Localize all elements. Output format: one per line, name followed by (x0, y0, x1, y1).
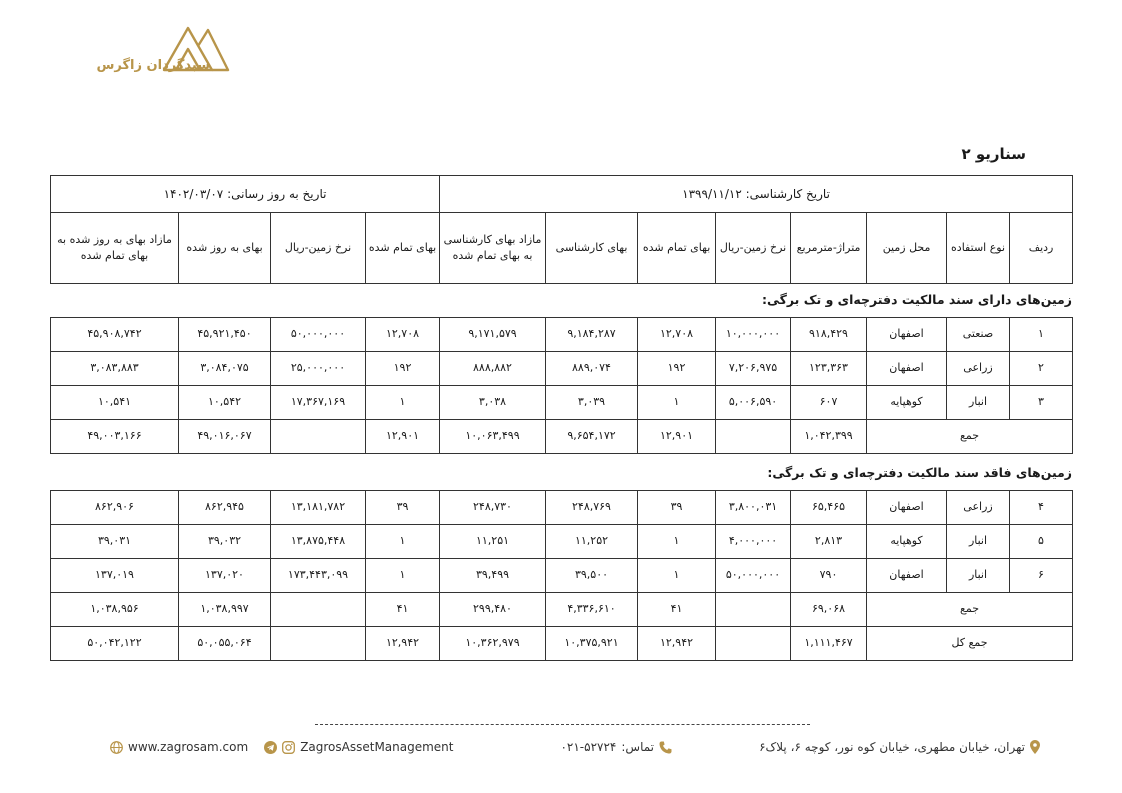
cell: اصفهان (867, 318, 947, 352)
table-row (51, 491, 1073, 525)
cell: ۱۱,۲۵۲ (546, 525, 638, 559)
cell: ۳۹ (638, 491, 716, 525)
cell: ۶۵,۴۶۵ (791, 491, 867, 525)
cell: ۱۷۳,۴۴۳,۰۹۹ (271, 559, 366, 593)
table-row (51, 318, 1073, 352)
cell: ۱۲,۹۴۲ (366, 627, 440, 661)
cell: ۱۲۳,۳۶۳ (791, 352, 867, 386)
cell: ۱۲,۹۰۱ (366, 420, 440, 454)
cell: ۱ (638, 559, 716, 593)
cell (271, 420, 366, 454)
cell: ۸۸۹,۰۷۴ (546, 352, 638, 386)
cell: ۱۳۷,۰۱۹ (51, 559, 179, 593)
phone-number[interactable]: ۰۲۱-۵۲۷۲۴ (560, 740, 617, 754)
brand-name: سبدگردان زاگرس (96, 58, 210, 73)
cell: ۲۹۹,۴۸۰ (440, 593, 546, 627)
cell: ۵۰,۰۰۰,۰۰۰ (271, 318, 366, 352)
cell: ۲,۸۱۳ (791, 525, 867, 559)
footer-address (759, 740, 1040, 754)
col-header: بهای تمام شده (366, 213, 440, 284)
cell: ۳۹,۰۳۲ (179, 525, 271, 559)
cell: ۱۰,۳۶۲,۹۷۹ (440, 627, 546, 661)
cell (716, 420, 791, 454)
cell (271, 593, 366, 627)
cell: ۴۵,۹۲۱,۴۵۰ (179, 318, 271, 352)
col-header: بهای تمام شده (638, 213, 716, 284)
cell: ۵,۰۰۶,۵۹۰ (716, 386, 791, 420)
cell: ۱,۰۳۸,۹۹۷ (179, 593, 271, 627)
cell: ۳۹,۴۹۹ (440, 559, 546, 593)
section-title: زمین‌های دارای سند مالکیت دفترچه‌ای و تک برگی: (761, 292, 1072, 307)
cell: ۱۰,۵۴۱ (51, 386, 179, 420)
cell: ۳۹ (366, 491, 440, 525)
cell: ۱,۱۱۱,۴۶۷ (791, 627, 867, 661)
total-label: جمع (867, 420, 1073, 454)
cell: ۷,۲۰۶,۹۷۵ (716, 352, 791, 386)
cell: ۳,۰۳۸ (440, 386, 546, 420)
cell: ۱۳,۸۷۵,۴۴۸ (271, 525, 366, 559)
address-text: تهران، خیابان مطهری، خیابان کوه نور، کوچه ۶، پلاک۶ (759, 740, 1025, 754)
cell (716, 593, 791, 627)
cell: ۵۰,۰۴۲,۱۲۲ (51, 627, 179, 661)
cell (716, 627, 791, 661)
total-row (51, 593, 1073, 627)
cell: ۲۵,۰۰۰,۰۰۰ (271, 352, 366, 386)
table-row (51, 386, 1073, 420)
cell: ۴۵,۹۰۸,۷۴۲ (51, 318, 179, 352)
grand-total-label: جمع کل (867, 627, 1073, 661)
cell: ۴,۳۳۶,۶۱۰ (546, 593, 638, 627)
cell: ۱۲,۹۴۲ (638, 627, 716, 661)
cell: ۴۹,۰۰۳,۱۶۶ (51, 420, 179, 454)
cell: ۳,۰۸۴,۰۷۵ (179, 352, 271, 386)
col-header: مازاد بهای به روز شده به بهای تمام شده (51, 213, 179, 284)
section2-table (50, 490, 1073, 661)
header-table (50, 175, 1073, 284)
cell: انبار (947, 386, 1010, 420)
cell: ۱۰,۰۶۳,۴۹۹ (440, 420, 546, 454)
cell: ۱ (638, 386, 716, 420)
cell: ۳,۰۳۹ (546, 386, 638, 420)
col-header: ردیف (1010, 213, 1073, 284)
col-header: نرخ زمین-ریال (716, 213, 791, 284)
cell: ۶۹,۰۶۸ (791, 593, 867, 627)
telegram-icon[interactable] (264, 741, 277, 754)
cell: ۸۶۲,۹۴۵ (179, 491, 271, 525)
cell: ۲۴۸,۷۶۹ (546, 491, 638, 525)
cell: انبار (947, 559, 1010, 593)
cell: ۱۰,۳۷۵,۹۲۱ (546, 627, 638, 661)
cell: کوهپایه (867, 386, 947, 420)
section1-table (50, 317, 1073, 454)
phone-icon (659, 741, 672, 754)
location-pin-icon (1030, 740, 1040, 754)
cell: ۱۲,۷۰۸ (366, 318, 440, 352)
cell: ۳,۰۸۳,۸۸۳ (51, 352, 179, 386)
cell: ۱,۰۴۲,۳۹۹ (791, 420, 867, 454)
col-header: نرخ زمین-ریال (271, 213, 366, 284)
cell: ۸۸۸,۸۸۲ (440, 352, 546, 386)
cell: ۱۷,۳۶۷,۱۶۹ (271, 386, 366, 420)
cell: ۱۱,۲۵۱ (440, 525, 546, 559)
footer-phone (560, 740, 672, 754)
col-header: بهای به روز شده (179, 213, 271, 284)
cell: ۱۹۲ (366, 352, 440, 386)
cell: ۹,۱۷۱,۵۷۹ (440, 318, 546, 352)
col-header: متراژ-مترمربع (791, 213, 867, 284)
cell: ۱ (366, 525, 440, 559)
cell: ۱ (366, 559, 440, 593)
table-row (51, 352, 1073, 386)
cell: ۵ (1010, 525, 1073, 559)
instagram-icon[interactable] (282, 741, 295, 754)
cell: اصفهان (867, 491, 947, 525)
cell: ۵۰,۰۵۵,۰۶۴ (179, 627, 271, 661)
table-row (51, 525, 1073, 559)
footer-divider (315, 724, 810, 725)
cell: ۳ (1010, 386, 1073, 420)
brand-logo (96, 18, 232, 78)
cell: ۳,۸۰۰,۰۳۱ (716, 491, 791, 525)
cell: ۶ (1010, 559, 1073, 593)
cell: ۸۶۲,۹۰۶ (51, 491, 179, 525)
cell: ۱ (366, 386, 440, 420)
section-title: زمین‌های فاقد سند مالکیت دفترچه‌ای و تک برگی: (767, 465, 1072, 480)
cell: اصفهان (867, 352, 947, 386)
cell: ۱ (638, 525, 716, 559)
cell: زراعی (947, 352, 1010, 386)
table-row (51, 559, 1073, 593)
cell: ۹,۶۵۴,۱۷۲ (546, 420, 638, 454)
cell: ۳۹,۵۰۰ (546, 559, 638, 593)
grand-total-row (51, 627, 1073, 661)
cell: انبار (947, 525, 1010, 559)
cell: ۲۴۸,۷۳۰ (440, 491, 546, 525)
cell: ۴۹,۰۱۶,۰۶۷ (179, 420, 271, 454)
update-date: تاریخ به روز رسانی: ۱۴۰۲/۰۳/۰۷ (51, 176, 440, 213)
website-link[interactable]: www.zagrosam.com (128, 740, 249, 754)
cell: ۱۹۲ (638, 352, 716, 386)
col-header: محل زمین (867, 213, 947, 284)
cell: ۱۳۷,۰۲۰ (179, 559, 271, 593)
cell: اصفهان (867, 559, 947, 593)
phone-label: تماس: (621, 740, 654, 754)
cell: ۶۰۷ (791, 386, 867, 420)
cell (271, 627, 366, 661)
footer-web (110, 740, 454, 754)
cell: ۴۱ (366, 593, 440, 627)
col-header: بهای کارشناسی (546, 213, 638, 284)
cell: ۱۳,۱۸۱,۷۸۲ (271, 491, 366, 525)
cell: ۱,۰۳۸,۹۵۶ (51, 593, 179, 627)
globe-icon (110, 741, 123, 754)
cell: ۱۲,۹۰۱ (638, 420, 716, 454)
cell: ۳۹,۰۳۱ (51, 525, 179, 559)
appraisal-date: تاریخ کارشناسی: ۱۳۹۹/۱۱/۱۲ (440, 176, 1073, 213)
social-handle[interactable]: ZagrosAssetManagement (300, 740, 454, 754)
cell: ۲ (1010, 352, 1073, 386)
total-row (51, 420, 1073, 454)
total-label: جمع (867, 593, 1073, 627)
cell: ۵۰,۰۰۰,۰۰۰ (716, 559, 791, 593)
cell: ۱ (1010, 318, 1073, 352)
cell: ۴ (1010, 491, 1073, 525)
cell: ۱۲,۷۰۸ (638, 318, 716, 352)
cell: ۷۹۰ (791, 559, 867, 593)
cell: ۴۱ (638, 593, 716, 627)
col-header: نوع استفاده (947, 213, 1010, 284)
cell: زراعی (947, 491, 1010, 525)
cell: ۱۰,۵۴۲ (179, 386, 271, 420)
page-title: سناریو ۲ (961, 145, 1026, 163)
cell: ۴,۰۰۰,۰۰۰ (716, 525, 791, 559)
col-header: مازاد بهای کارشناسی به بهای تمام شده (440, 213, 546, 284)
cell: ۱۰,۰۰۰,۰۰۰ (716, 318, 791, 352)
cell: ۹,۱۸۴,۲۸۷ (546, 318, 638, 352)
cell: ۹۱۸,۴۲۹ (791, 318, 867, 352)
cell: صنعتی (947, 318, 1010, 352)
cell: کوهپایه (867, 525, 947, 559)
